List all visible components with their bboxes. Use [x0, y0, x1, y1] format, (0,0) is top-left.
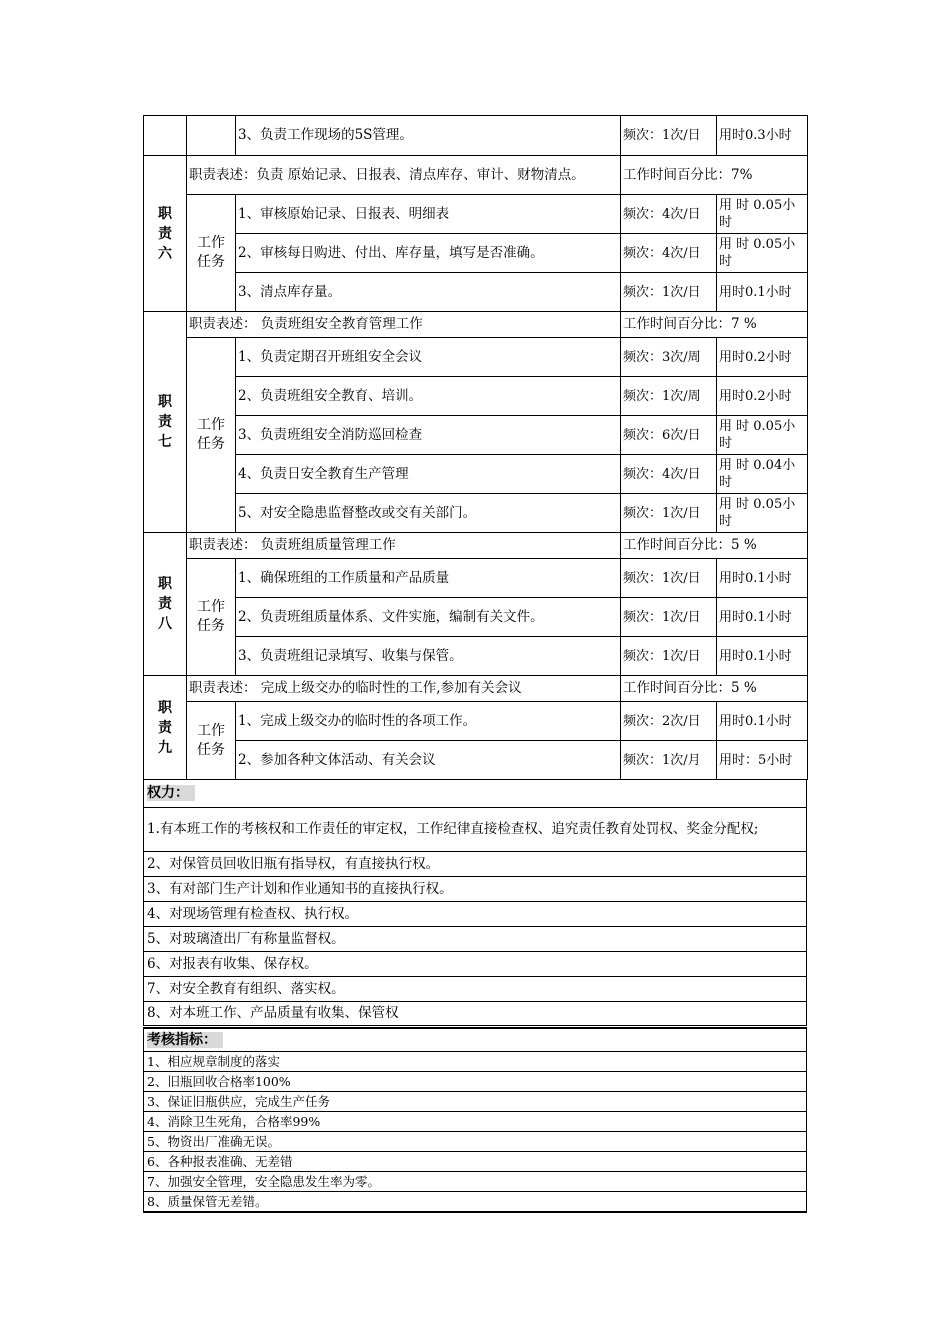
task-hours: 用时0.1小时	[717, 273, 808, 312]
authority-item	[144, 852, 807, 877]
kpi-header: 考核指标：	[144, 1028, 807, 1052]
kpi-table	[143, 1027, 807, 1213]
task-text: 2、审核每日购进、付出、库存量，填写是否准确。	[236, 234, 621, 273]
authority-item-text: 4、对现场管理有检查权、执行权。	[144, 902, 807, 927]
task-text: 4、负责日安全教育生产管理	[236, 455, 621, 494]
authority-item-text: 6、对报表有收集、保存权。	[144, 952, 807, 977]
task-frequency: 频次：4次/日	[621, 195, 717, 234]
authority-item-text: 2、对保管员回收旧瓶有指导权，有直接执行权。	[144, 852, 807, 877]
task-text: 1、完成上级交办的临时性的各项工作。	[236, 702, 621, 741]
task-hours: 用 时 0.05小时	[717, 416, 808, 455]
task-frequency: 频次：4次/日	[621, 455, 717, 494]
duty5-section-cell	[144, 116, 187, 156]
authority-item	[144, 877, 807, 902]
duty6-task-row-2	[144, 234, 808, 273]
duty8-time-percent: 工作时间百分比：5 %	[621, 533, 808, 559]
duty9-task-row-2	[144, 741, 808, 780]
job-description-page	[143, 115, 807, 1213]
authority-item-text: 3、有对部门生产计划和作业通知书的直接执行权。	[144, 877, 807, 902]
duty7-description: 职责表述： 负责班组安全教育管理工作	[187, 312, 621, 338]
task-text: 3、负责工作现场的5S管理。	[236, 116, 621, 156]
kpi-item-text: 7、加强安全管理，安全隐患发生率为零。	[144, 1172, 807, 1192]
duty7-task-row-2	[144, 377, 808, 416]
task-frequency: 频次：1次/月	[621, 741, 717, 780]
task-text: 2、负责班组安全教育、培训。	[236, 377, 621, 416]
duty5-task-row-3	[144, 116, 808, 156]
kpi-item	[144, 1132, 807, 1152]
authority-item-text: 1.有本班工作的考核权和工作责任的审定权，工作纪律直接检查权、追究责任教育处罚权、奖金分配权;	[144, 808, 807, 852]
authority-item-text: 5、对玻璃渣出厂有称量监督权。	[144, 927, 807, 952]
duty6-task-label: 工作任务	[187, 195, 236, 312]
duty9-description: 职责表述： 完成上级交办的临时性的工作,参加有关会议	[187, 676, 621, 702]
task-hours: 用时0.1小时	[717, 559, 808, 598]
task-text: 1、确保班组的工作质量和产品质量	[236, 559, 621, 598]
duty5-task-label-cell	[187, 116, 236, 156]
duty6-description: 职责表述：负责 原始记录、日报表、清点库存、审计、财物清点。	[187, 156, 621, 195]
duty6-task-row-3	[144, 273, 808, 312]
task-frequency: 频次：3次/周	[621, 338, 717, 377]
task-frequency: 频次：2次/日	[621, 702, 717, 741]
duty7-task-label: 工作任务	[187, 338, 236, 533]
duty9-task-row-1	[144, 702, 808, 741]
kpi-item	[144, 1172, 807, 1192]
authority-header: 权力：	[144, 780, 807, 808]
duty7-desc-row	[144, 312, 808, 338]
duties-table	[143, 115, 808, 780]
task-text: 1、审核原始记录、日报表、明细表	[236, 195, 621, 234]
authority-table	[143, 779, 807, 1026]
task-hours: 用时0.1小时	[717, 702, 808, 741]
task-frequency: 频次：1次/日	[621, 494, 717, 533]
duty8-task-row-3	[144, 637, 808, 676]
kpi-item	[144, 1112, 807, 1132]
task-frequency: 频次：4次/日	[621, 234, 717, 273]
authority-item	[144, 808, 807, 852]
authority-item	[144, 902, 807, 927]
authority-item-text: 8、对本班工作、产品质量有收集、保管权	[144, 1002, 807, 1026]
duty8-task-label: 工作任务	[187, 559, 236, 676]
duty7-title: 职责七	[144, 312, 187, 533]
task-frequency: 频次：1次/日	[621, 273, 717, 312]
duty7-task-row-1	[144, 338, 808, 377]
kpi-item-text: 8、质量保管无差错。	[144, 1192, 807, 1213]
duty8-title: 职责八	[144, 533, 187, 676]
task-frequency: 频次：1次/日	[621, 637, 717, 676]
duty9-task-label: 工作任务	[187, 702, 236, 780]
duty7-time-percent: 工作时间百分比：7 %	[621, 312, 808, 338]
task-text: 1、负责定期召开班组安全会议	[236, 338, 621, 377]
authority-item	[144, 1002, 807, 1026]
duty6-title: 职责六	[144, 156, 187, 312]
duty7-task-row-5	[144, 494, 808, 533]
task-hours: 用 时 0.05小时	[717, 195, 808, 234]
task-frequency: 频次：1次/日	[621, 598, 717, 637]
duty7-task-row-4	[144, 455, 808, 494]
task-frequency: 频次：6次/日	[621, 416, 717, 455]
task-hours: 用时0.3小时	[717, 116, 808, 156]
kpi-item-text: 4、消除卫生死角，合格率99%	[144, 1112, 807, 1132]
task-text: 2、负责班组质量体系、文件实施，编制有关文件。	[236, 598, 621, 637]
task-hours: 用时：5小时	[717, 741, 808, 780]
task-hours: 用时0.1小时	[717, 637, 808, 676]
task-text: 3、负责班组安全消防巡回检查	[236, 416, 621, 455]
kpi-item	[144, 1052, 807, 1072]
kpi-item-text: 1、相应规章制度的落实	[144, 1052, 807, 1072]
kpi-item	[144, 1152, 807, 1172]
kpi-item-text: 5、物资出厂准确无误。	[144, 1132, 807, 1152]
authority-item	[144, 952, 807, 977]
duty6-task-row-1	[144, 195, 808, 234]
duty7-task-row-3	[144, 416, 808, 455]
authority-header-row	[144, 780, 807, 808]
duty8-task-row-2	[144, 598, 808, 637]
task-hours: 用 时 0.04小时	[717, 455, 808, 494]
task-text: 3、清点库存量。	[236, 273, 621, 312]
kpi-header-row	[144, 1028, 807, 1052]
duty9-desc-row	[144, 676, 808, 702]
task-hours: 用时0.2小时	[717, 377, 808, 416]
task-hours: 用时0.1小时	[717, 598, 808, 637]
task-frequency: 频次：1次/日	[621, 116, 717, 156]
authority-item-text: 7、对安全教育有组织、落实权。	[144, 977, 807, 1002]
kpi-item-text: 3、保证旧瓶供应，完成生产任务	[144, 1092, 807, 1112]
task-text: 3、负责班组记录填写、收集与保管。	[236, 637, 621, 676]
kpi-item	[144, 1072, 807, 1092]
task-hours: 用 时 0.05小时	[717, 494, 808, 533]
authority-item	[144, 977, 807, 1002]
duty6-desc-row	[144, 156, 808, 195]
duty8-task-row-1	[144, 559, 808, 598]
task-frequency: 频次：1次/周	[621, 377, 717, 416]
task-hours: 用时0.2小时	[717, 338, 808, 377]
task-hours: 用 时 0.05小时	[717, 234, 808, 273]
task-text: 5、对安全隐患监督整改或交有关部门。	[236, 494, 621, 533]
authority-item	[144, 927, 807, 952]
kpi-item-text: 2、旧瓶回收合格率100%	[144, 1072, 807, 1092]
duty9-time-percent: 工作时间百分比：5 %	[621, 676, 808, 702]
duty9-title: 职责九	[144, 676, 187, 780]
kpi-item	[144, 1192, 807, 1213]
kpi-item	[144, 1092, 807, 1112]
kpi-item-text: 6、各种报表准确、无差错	[144, 1152, 807, 1172]
duty8-description: 职责表述： 负责班组质量管理工作	[187, 533, 621, 559]
duty6-time-percent: 工作时间百分比：7%	[621, 156, 808, 195]
task-frequency: 频次：1次/日	[621, 559, 717, 598]
duty8-desc-row	[144, 533, 808, 559]
task-text: 2、参加各种文体活动、有关会议	[236, 741, 621, 780]
